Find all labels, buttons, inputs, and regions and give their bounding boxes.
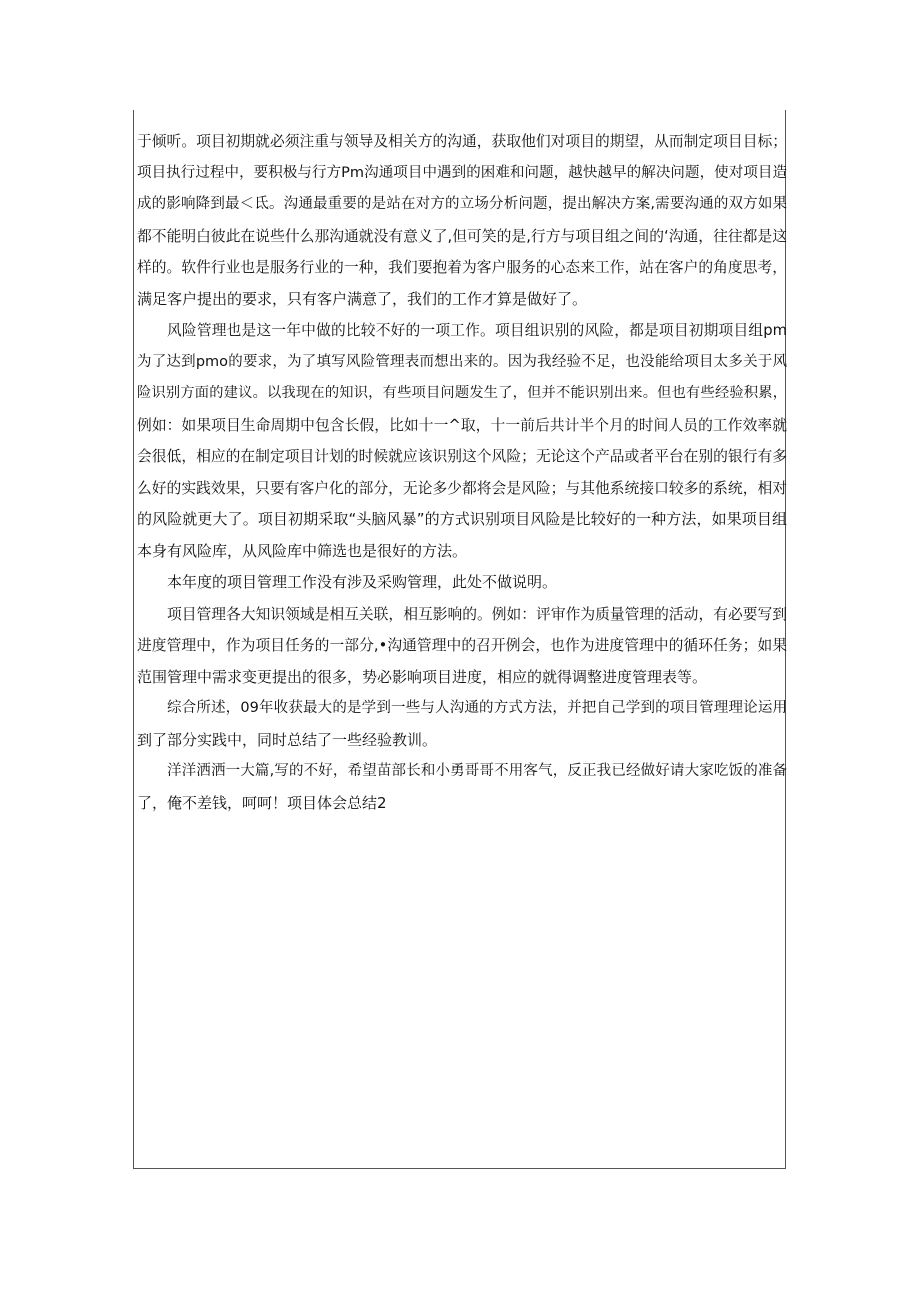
text-line: 险识别方面的建议。以我现在的知识，有些项目问题发生了，但并不能识别出来。但也有些经验积累， [137,385,787,401]
text-line: 的风险就更大了。项目初期采取“头脑风暴”的方式识别项目风险是比较好的一种方法，如果项目组 [137,510,787,528]
text-line: 本身有风险库，从风险库中筛选也是很好的方法。 [137,541,468,560]
text-line: 于倾听。项目初期就必须注重与领导及相关方的沟通，获取他们对项目的期望，从而制定项目目标； [137,133,787,150]
text-line: 会很低，相应的在制定项目计划的时候就应该识别这个风险；无论这个产品或者平台在别的银行有多 [137,448,787,465]
text-line: 范围管理中需求变更提出的很多，势必影响项目进度，相应的就得调整进度管理表等。 [137,667,708,686]
text-line: 么好的实践效果，只要有客户化的部分，无论多少都将会是风险；与其他系统接口较多的系统，相对 [137,479,787,497]
text-line: 都不能明白彼此在说些什么那沟通就没有意义了,但可笑的是,行方与项目组之间的‘沟通，往往都是这 [137,227,787,245]
text-line: 了，俺不差钱，呵呵！项目体会总结2 [137,793,387,812]
text-line: 到了部分实践中，同时总结了一些经验教训。 [137,730,438,749]
text-line: 风险管理也是这一年中做的比较不好的一项工作。项目组识别的风险，都是项目初期项目组pm [167,322,787,339]
text-line: 洋洋洒洒一大篇,写的不好，希望苗部长和小勇哥哥不用客气，反正我已经做好请大家吃饭的准备 [167,763,787,779]
text-line: 项目执行过程中，要积极与行方Pm沟通项目中遇到的困难和问题，越快越早的解决问题，使对项目造 [137,164,787,181]
text-line: 满足客户提出的要求，只有客户满意了，我们的工作才算是做好了。 [137,289,588,308]
text-line: 样的。软件行业也是服务行业的一种，我们要抱着为客户服务的心态来工作，站在客户的角度思考， [137,259,787,276]
text-line: 进度管理中，作为项目任务的一部分,•沟通管理中的召开例会，也作为进度管理中的循环任务；如果 [137,637,787,654]
text-line: 项目管理各大知识领域是相互关联，相互影响的。例如：评审作为质量管理的活动，有必要写到 [167,605,787,623]
document-body [137,126,787,819]
text-line: 成的影响降到最＜氐。沟通最重要的是站在对方的立场分析问题，提出解决方案,需要沟通的双方如果 [137,196,787,212]
text-line: 例如：如果项目生命周期中包含长假，比如十一^取，十一前后共计半个月的时间人员的工作效率就 [137,416,787,434]
text-line: 本年度的项目管理工作没有涉及采购管理，此处不做说明。 [167,573,558,591]
text-line: 为了达到pmo的要求，为了填写风险管理表而想出来的。因为我经验不足，也没能给项目太多关于风 [137,353,787,370]
text-line: 综合所述，09年收获最大的是学到一些与人沟通的方式方法，并把自己学到的项目管理理论运用 [167,700,787,716]
